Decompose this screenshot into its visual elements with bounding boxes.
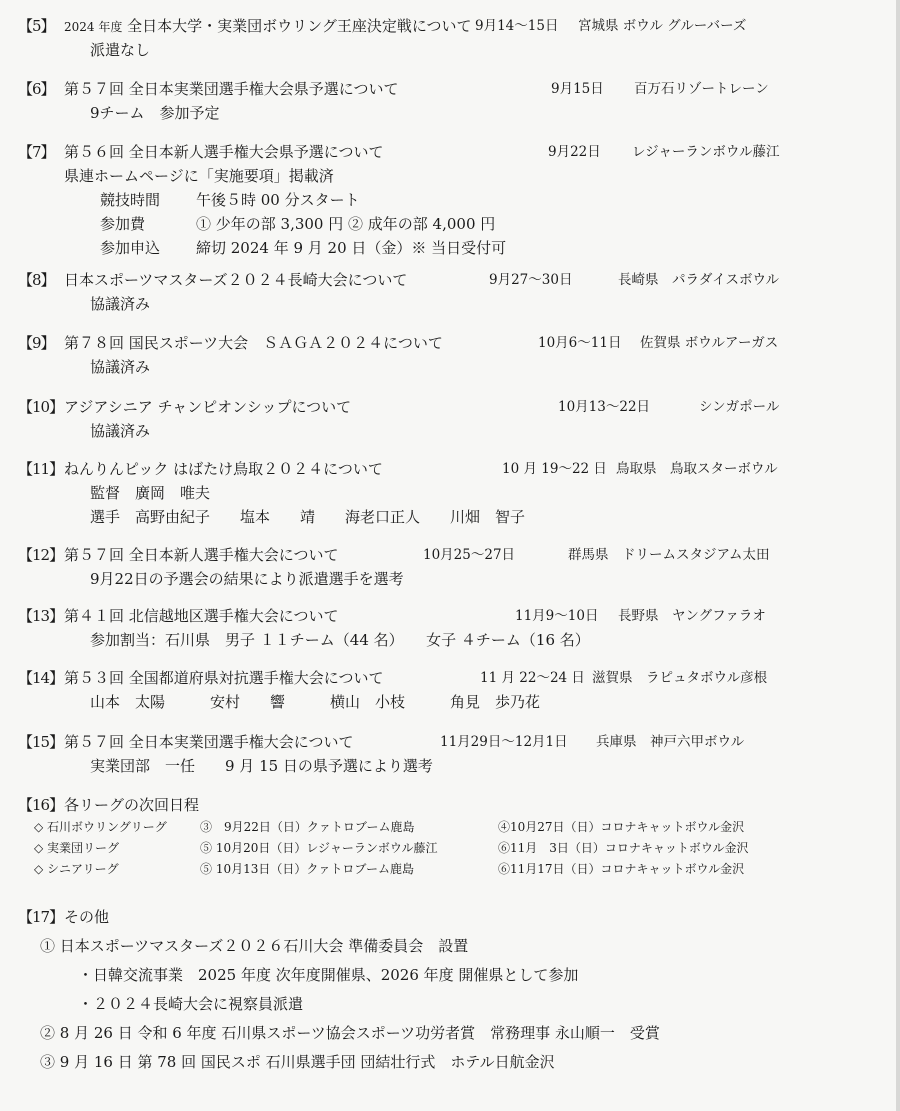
event-date: 9月15日: [551, 81, 604, 97]
league-row: [18, 817, 890, 838]
section-number: 【5】: [18, 17, 55, 35]
other-item: ② 8 月 26 日 令和 6 年度 石川県スポーツ協会スポーツ功労者賞 常務理事 永山順一 受賞: [40, 1024, 660, 1042]
section-title: その他: [64, 908, 110, 926]
event-date: 11 月 22～24 日: [480, 670, 585, 686]
section-number: 【6】: [18, 80, 55, 98]
event-date: 9月14～15日: [475, 18, 559, 34]
other-subitem: ・２０２４長崎大会に視察員派遣: [78, 995, 304, 1013]
event-date: 10月13～22日: [558, 399, 651, 415]
section-title: 日本スポーツマスターズ２０２４長崎大会について: [64, 271, 408, 289]
detail-value: 締切 2024 年 9 月 20 日（金）※ 当日受付可: [196, 239, 507, 257]
event-place: 鳥取県 鳥取スターボウル: [616, 461, 778, 477]
section-13: [18, 604, 890, 652]
section-number: 【8】: [18, 271, 55, 289]
detail-value: ① 少年の部 3,300 円 ② 成年の部 4,000 円: [196, 215, 496, 233]
league-row: [18, 838, 890, 859]
event-date: 10 月 19～22 日: [502, 461, 607, 477]
section-number: 【15】: [18, 733, 64, 751]
event-date: 9月22日: [548, 144, 601, 160]
league-name: ◇ シニアリーグ: [34, 862, 119, 876]
event-date: 11月29日～12月1日: [440, 734, 568, 750]
section-note: 協議済み: [90, 295, 151, 313]
event-date: 10月6～11日: [538, 335, 622, 351]
players-line: 選手 高野由紀子 塩本 靖 海老口正人 川畑 智子: [90, 508, 526, 526]
section-number: 【14】: [18, 669, 64, 687]
section-number: 【7】: [18, 143, 55, 161]
other-item: ③ 9 月 16 日 第 78 回 国民スポ 石川県選手団 団結壮行式 ホテル日航金沢: [40, 1053, 555, 1071]
section-6: [18, 77, 890, 125]
league-following-date: ⑥11月 3日（日）コロナキャットボウル金沢: [498, 841, 749, 855]
other-subitem: ・日韓交流事業 2025 年度 次年度開催県、2026 年度 開催県として参加: [78, 966, 579, 984]
event-place: レジャーランボウル藤江: [632, 144, 780, 160]
section-11: [18, 457, 890, 529]
event-date: 11月9～10日: [515, 608, 599, 624]
section-note: 9チーム 参加予定: [90, 104, 220, 122]
section-number: 【16】: [18, 796, 64, 814]
section-title: 第４１回 北信越地区選手権大会について: [64, 607, 339, 625]
section-title: 各リーグの次回日程: [64, 796, 200, 814]
detail-key: 競技時間: [100, 191, 161, 209]
event-place: 佐賀県 ボウルアーガス: [640, 335, 779, 351]
year-prefix: 2024 年度: [64, 20, 123, 34]
section-title: 第５７回 全日本新人選手権大会について: [64, 546, 339, 564]
event-place: 群馬県 ドリームスタジアム太田: [568, 547, 770, 563]
section-5: [18, 14, 890, 62]
section-14: [18, 666, 890, 714]
other-item: ① 日本スポーツマスターズ２０２６石川大会 準備委員会 設置: [40, 937, 469, 955]
event-place: 兵庫県 神戸六甲ボウル: [596, 734, 745, 750]
section-title: 全日本大学・実業団ボウリング王座決定戦について: [127, 17, 472, 35]
section-number: 【9】: [18, 334, 55, 352]
event-place: 長崎県 パラダイスボウル: [618, 272, 780, 288]
section-8: [18, 268, 890, 316]
section-15: [18, 730, 890, 778]
league-name: ◇ 石川ボウリングリーグ: [34, 820, 167, 834]
league-name: ◇ 実業団リーグ: [34, 841, 120, 855]
section-number: 【11】: [18, 460, 64, 478]
league-row: [18, 859, 890, 880]
players-line: 山本 太陽 安村 響 横山 小枝 角見 歩乃花: [90, 693, 541, 711]
section-title: 第５７回 全日本実業団選手権大会県予選について: [64, 80, 399, 98]
section-note: 協議済み: [90, 358, 151, 376]
section-12: [18, 543, 890, 591]
section-title: 第７８回 国民スポーツ大会 ＳＡＧＡ２０２４について: [64, 334, 443, 352]
section-title: アジアシニア チャンピオンシップについて: [64, 398, 352, 416]
section-title: 第５６回 全日本新人選手権大会県予選について: [64, 143, 384, 161]
league-next-date: ⑤ 10月20日（日）レジャーランボウル藤江: [200, 841, 438, 855]
section-note: 協議済み: [90, 422, 151, 440]
event-place: 滋賀県 ラピュタボウル彦根: [592, 670, 768, 686]
section-note: 9月22日の予選会の結果により派遣選手を選考: [90, 570, 404, 588]
coach-line: 監督 廣岡 唯夫: [90, 484, 211, 502]
event-place: 宮城県 ボウル グルーバーズ: [578, 18, 747, 34]
section-title: 第５７回 全日本実業団選手権大会について: [64, 733, 354, 751]
detail-value: 午後５時 00 分スタート: [196, 191, 360, 209]
section-number: 【10】: [18, 398, 64, 416]
section-17: [18, 902, 890, 1077]
event-place: シンガポール: [699, 399, 780, 415]
event-date: 9月27～30日: [489, 272, 573, 288]
event-date: 10月25～27日: [423, 547, 516, 563]
section-note: 実業団部 一任 9 月 15 日の県予選により選考: [90, 757, 433, 775]
league-next-date: ⑤ 10月13日（日）クァトロブーム鹿島: [200, 862, 414, 876]
event-place: 百万石リゾートレーン: [634, 81, 769, 97]
league-next-date: ③ 9月22日（日）クァトロブーム鹿島: [200, 820, 415, 834]
section-title: ねんりんピック はばたけ鳥取２０２４について: [64, 460, 383, 478]
section-note: 県連ホームページに「実施要項」掲載済: [64, 167, 334, 185]
section-16: [18, 793, 890, 880]
league-following-date: ⑥11月17日（日）コロナキャットボウル金沢: [498, 862, 745, 876]
event-place: 長野県 ヤングファラオ: [618, 608, 766, 624]
section-number: 【12】: [18, 546, 64, 564]
scan-edge: [896, 0, 900, 1111]
section-note: 参加割当：石川県 男子 １１チーム（44 名） 女子 ４チーム（16 名）: [90, 631, 590, 649]
detail-key: 参加費: [100, 215, 146, 233]
section-7: [18, 140, 890, 260]
section-number: 【17】: [18, 908, 64, 926]
detail-key: 参加申込: [100, 239, 161, 257]
section-title: 第５３回 全国都道府県対抗選手権大会について: [64, 669, 384, 687]
section-10: [18, 395, 890, 443]
section-note: 派遣なし: [90, 41, 151, 59]
league-following-date: ④10月27日（日）コロナキャットボウル金沢: [498, 820, 745, 834]
section-number: 【13】: [18, 607, 64, 625]
section-9: [18, 331, 890, 379]
